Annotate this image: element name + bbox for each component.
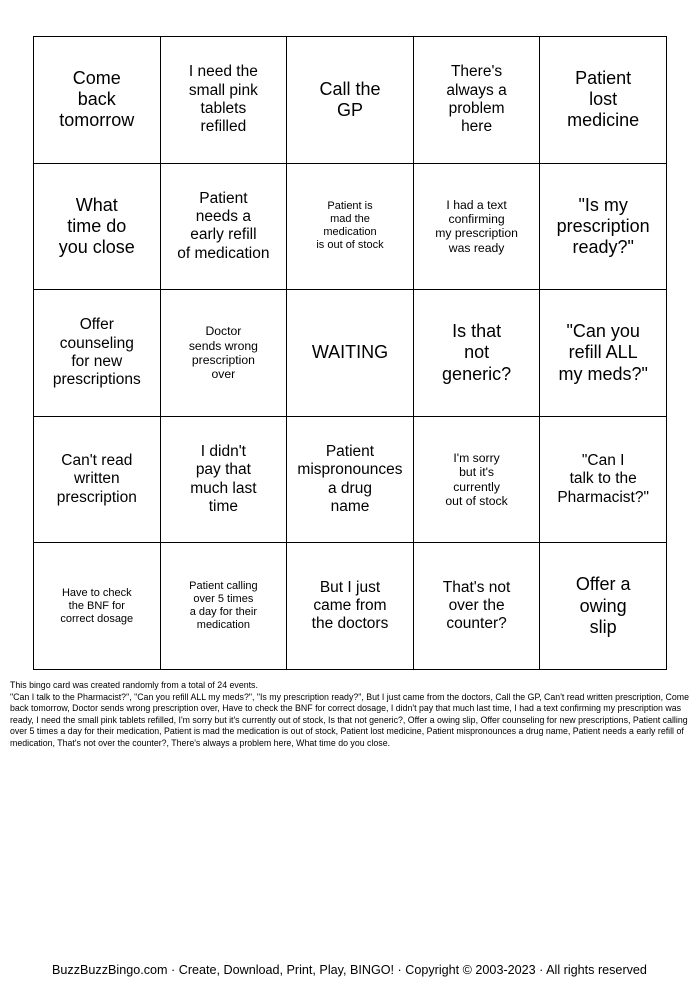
bingo-row (34, 163, 667, 290)
bingo-cell: What time do you close (34, 163, 161, 290)
card-note (10, 680, 695, 750)
bingo-row (34, 543, 667, 670)
bingo-cell: I'm sorry but it's currently out of stock (413, 416, 540, 543)
bingo-cell: Have to check the BNF for correct dosage (34, 543, 161, 670)
bingo-row (34, 416, 667, 543)
bingo-cell: "Is my prescription ready?" (540, 163, 667, 290)
bingo-grid-body (34, 37, 667, 670)
bingo-cell: But I just came from the doctors (287, 543, 414, 670)
bingo-cell: WAITING (287, 290, 414, 417)
bingo-card-grid (33, 36, 667, 670)
bingo-cell: Patient mispronounces a drug name (287, 416, 414, 543)
bingo-cell: I had a text confirming my prescription was ready (413, 163, 540, 290)
bingo-row (34, 290, 667, 417)
bingo-cell: Offer counseling for new prescriptions (34, 290, 161, 417)
site-footer: BuzzBuzzBingo.com · Create, Download, Print, Play, BINGO! · Copyright © 2003-2023 · All rights reserved (52, 963, 647, 977)
bingo-cell: "Can I talk to the Pharmacist?" (540, 416, 667, 543)
bingo-cell: Patient lost medicine (540, 37, 667, 164)
bingo-cell: Patient calling over 5 times a day for their medication (160, 543, 287, 670)
bingo-cell: Patient needs a early refill of medication (160, 163, 287, 290)
bingo-cell: There's always a problem here (413, 37, 540, 164)
bingo-cell: Offer a owing slip (540, 543, 667, 670)
bingo-cell: Can't read written prescription (34, 416, 161, 543)
bingo-cell: Come back tomorrow (34, 37, 161, 164)
bingo-cell: I need the small pink tablets refilled (160, 37, 287, 164)
bingo-cell: Doctor sends wrong prescription over (160, 290, 287, 417)
card-note-intro: This bingo card was created randomly from a total of 24 events. (10, 680, 258, 690)
bingo-cell: Is that not generic? (413, 290, 540, 417)
bingo-cell: Patient is mad the medication is out of stock (287, 163, 414, 290)
bingo-cell: That's not over the counter? (413, 543, 540, 670)
bingo-cell: "Can you refill ALL my meds?" (540, 290, 667, 417)
bingo-row (34, 37, 667, 164)
card-note-event-list: "Can I talk to the Pharmacist?", "Can you refill ALL my meds?", "Is my prescription ready?", But I just came from the doctors, Call the GP, Can't read written prescription, Come back tomorrow, Doctor sends wrong prescription over, Have to check the BNF for correct dosage, I didn't pay that much last time, I had a text confirming my prescription was ready, I need the small pink tablets refilled, I'm sorry but it's currently out of stock, Is that not generic?, Offer a owing slip, Offer counseling for new prescriptions, Patient calling over 5 times a day for their medication, Patient is mad the medication is out of stock, Patient lost medicine, Patient mispronounces a drug name, Patient needs a early refill of medication, That's not over the counter?, There's always a problem here, What time do you close. (10, 691, 689, 749)
bingo-cell: Call the GP (287, 37, 414, 164)
bingo-cell: I didn't pay that much last time (160, 416, 287, 543)
